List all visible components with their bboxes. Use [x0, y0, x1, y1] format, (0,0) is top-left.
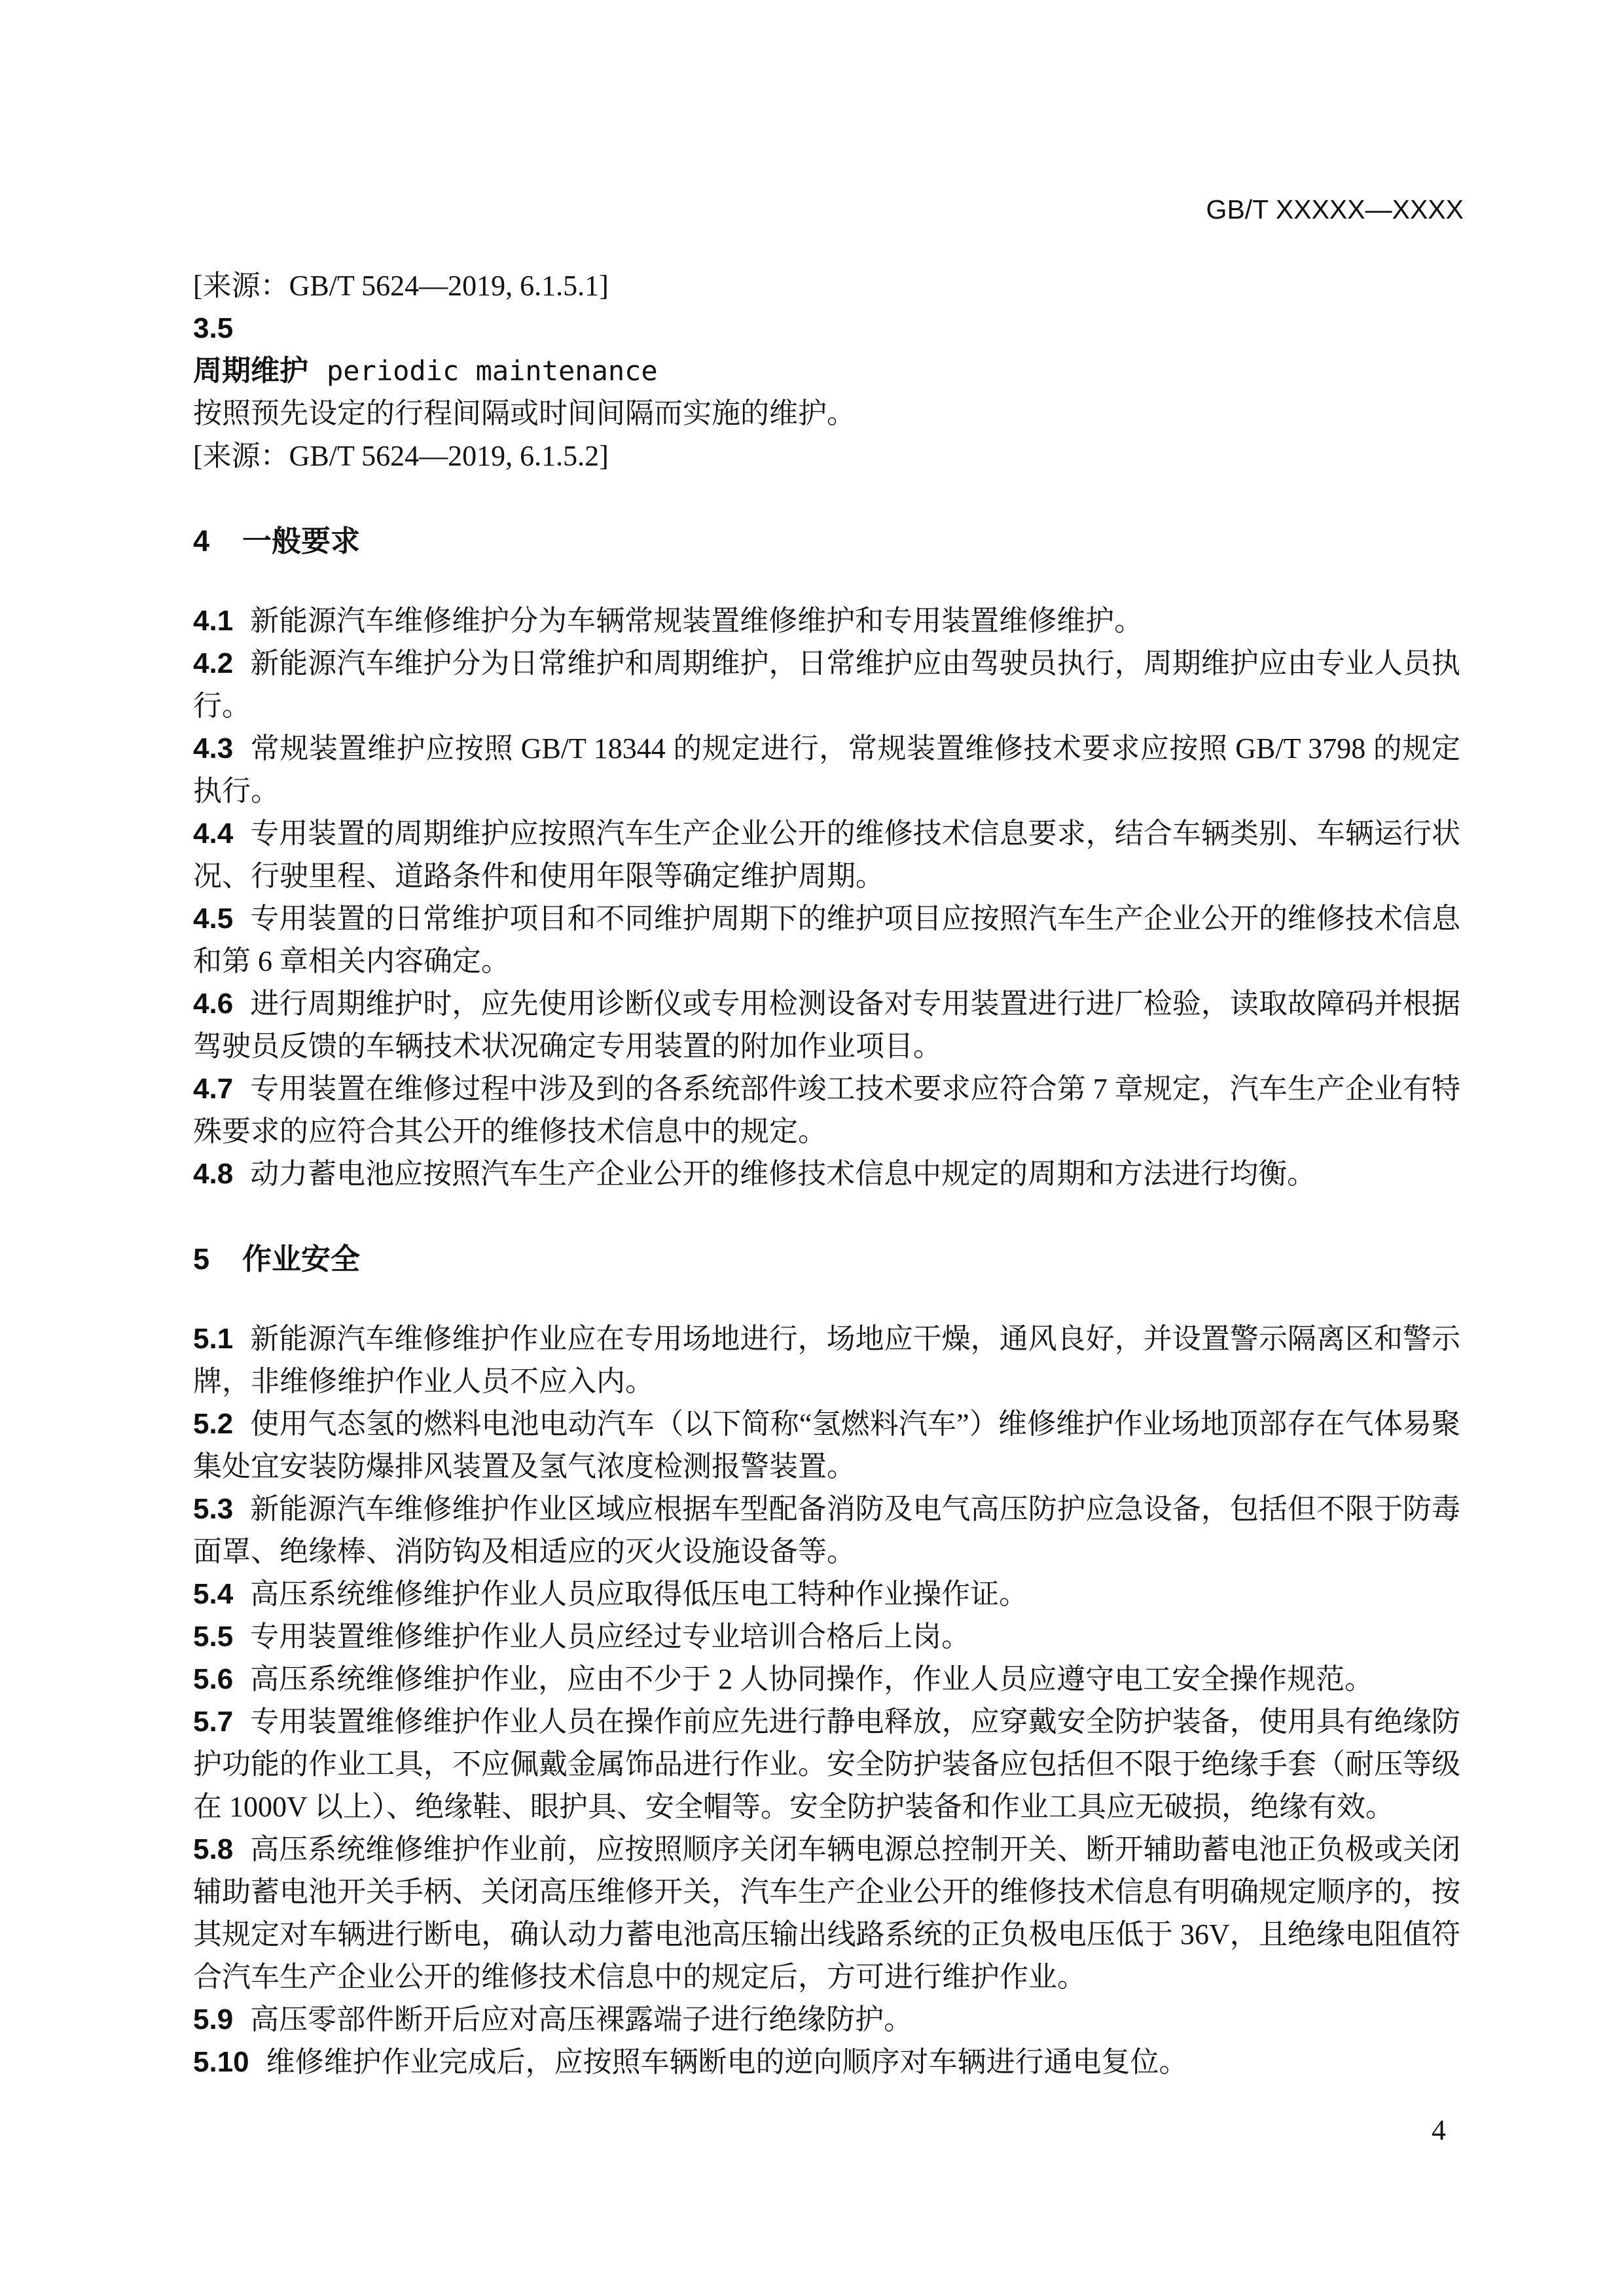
clause-number: 4.6 [193, 988, 234, 1020]
clause-text: 专用装置的周期维护应按照汽车生产企业公开的维修技术信息要求，结合车辆类别、车辆运行状况、行驶里程、道路条件和使用年限等确定维护周期。 [193, 817, 1460, 892]
clause-text: 专用装置维修维护作业人员在操作前应先进行静电释放，应穿戴安全防护装备，使用具有绝缘防护功能的作业工具，不应佩戴金属饰品进行作业。安全防护装备应包括但不限于绝缘手套（耐压等级在 1000V 以上）、绝缘鞋、眼护具、安全帽等。安全防护装备和作业工具应无破损，绝缘有效。 [193, 1706, 1460, 1823]
clause-text: 新能源汽车维修维护作业区域应根据车型配备消防及电气高压防护应急设备，包括但不限于防毒面罩、绝缘棒、消防钩及相适应的灭火设施设备等。 [193, 1493, 1460, 1568]
section-4-clauses [193, 600, 1460, 1195]
clause-number: 5.4 [193, 1578, 234, 1610]
clause-number: 4.3 [193, 732, 234, 764]
clause-text: 高压系统维修维护作业前，应按照顺序关闭车辆电源总控制开关、断开辅助蓄电池正负极或关闭辅助蓄电池开关手柄、关闭高压维修开关，汽车生产企业公开的维修技术信息有明确规定顺序的，按其规定对车辆进行断电，确认动力蓄电池高压输出线路系统的正负极电压低于 36V，且绝缘电阻值符合汽车生产企业公开的维修技术信息中的规定后，方可进行维护作业。 [193, 1833, 1460, 1993]
section-number: 4 [193, 524, 210, 558]
clause-number: 5.5 [193, 1621, 234, 1653]
clause-paragraph [193, 812, 1460, 897]
clause-text: 进行周期维护时，应先使用诊断仪或专用检测设备对专用装置进行进厂检验，读取故障码并根据驾驶员反馈的车辆技术状况确定专用装置的附加作业项目。 [193, 988, 1460, 1062]
clause-number: 4.1 [193, 605, 234, 637]
page-body [193, 264, 1460, 2083]
clause-paragraph [193, 1828, 1460, 1998]
clause-number: 5.6 [193, 1663, 234, 1695]
clause-paragraph [193, 1488, 1460, 1573]
clause-paragraph [193, 1658, 1460, 1700]
clause-number: 5.7 [193, 1706, 234, 1738]
term-chinese: 周期维护 [193, 355, 308, 387]
clause-text: 常规装置维护应按照 GB/T 18344 的规定进行，常规装置维修技术要求应按照 GB/T 3798 的规定执行。 [193, 732, 1460, 807]
clause-paragraph [193, 982, 1460, 1067]
clause-text: 高压系统维修维护作业，应由不少于 2 人协同操作，作业人员应遵守电工安全操作规范。 [250, 1663, 1374, 1695]
clause-text: 新能源汽车维修维护分为车辆常规装置维修维护和专用装置维修维护。 [250, 605, 1144, 637]
clause-text: 专用装置维修维护作业人员应经过专业培训合格后上岗。 [250, 1621, 971, 1653]
clause-number: 5.8 [193, 1833, 234, 1865]
clause-paragraph [193, 2041, 1460, 2083]
clause-number: 5.3 [193, 1493, 234, 1525]
section-title: 作业安全 [242, 1242, 361, 1276]
clause-paragraph [193, 642, 1460, 727]
clause-text: 动力蓄电池应按照汽车生产企业公开的维修技术信息中规定的周期和方法进行均衡。 [250, 1158, 1316, 1190]
clause-number: 5.2 [193, 1408, 234, 1440]
term-definition: 按照预先设定的行程间隔或时间间隔而实施的维护。 [193, 397, 856, 429]
term-number: 3.5 [193, 312, 234, 344]
clause-number: 5.1 [193, 1323, 234, 1355]
term-line [193, 350, 1460, 392]
clause-paragraph [193, 1615, 1460, 1658]
section-4-heading [193, 520, 1460, 562]
clause-text: 高压零部件断开后应对高压裸露端子进行绝缘防护。 [250, 2003, 913, 2036]
clause-paragraph [193, 897, 1460, 982]
clause-number: 4.8 [193, 1158, 234, 1190]
clause-number: 5.9 [193, 2003, 234, 2036]
clause-paragraph [193, 1318, 1460, 1403]
section-5-clauses [193, 1318, 1460, 2083]
clause-paragraph [193, 1573, 1460, 1615]
clause-paragraph [193, 1700, 1460, 1828]
clause-text: 专用装置的日常维护项目和不同维护周期下的维护项目应按照汽车生产企业公开的维修技术信息和第 6 章相关内容确定。 [193, 903, 1460, 977]
clause-number: 4.7 [193, 1073, 234, 1105]
source-note: [来源：GB/T 5624—2019, 6.1.5.1] [193, 270, 609, 302]
page-number: 4 [1432, 2114, 1446, 2146]
section-title: 一般要求 [242, 524, 361, 558]
clause-number: 4.2 [193, 647, 234, 679]
clause-paragraph [193, 600, 1460, 642]
clause-text: 新能源汽车维护分为日常维护和周期维护，日常维护应由驾驶员执行，周期维护应由专业人员执行。 [193, 647, 1460, 722]
source-note: [来源：GB/T 5624—2019, 6.1.5.2] [193, 440, 609, 472]
clause-paragraph [193, 1998, 1460, 2041]
section-5-heading [193, 1238, 1460, 1280]
clause-text: 维修维护作业完成后，应按照车辆断电的逆向顺序对车辆进行通电复位。 [266, 2046, 1188, 2078]
clause-paragraph [193, 727, 1460, 812]
term-english: periodic maintenance [327, 355, 658, 387]
clause-text: 使用气态氢的燃料电池电动汽车（以下简称“氢燃料汽车”）维修维护作业场地顶部存在气体易聚集处宜安装防爆排风装置及氢气浓度检测报警装置。 [193, 1408, 1460, 1482]
clause-text: 高压系统维修维护作业人员应取得低压电工特种作业操作证。 [250, 1578, 1028, 1610]
running-header-standard-number: GB/T XXXXX—XXXX [1206, 194, 1464, 224]
clause-number: 5.10 [193, 2046, 249, 2078]
clause-paragraph [193, 1403, 1460, 1488]
clause-text: 新能源汽车维修维护作业应在专用场地进行，场地应干燥，通风良好，并设置警示隔离区和警示牌，非维修维护作业人员不应入内。 [193, 1323, 1460, 1397]
clause-paragraph [193, 1153, 1460, 1195]
section-number: 5 [193, 1242, 210, 1276]
clause-text: 专用装置在维修过程中涉及到的各系统部件竣工技术要求应符合第 7 章规定，汽车生产企业有特殊要求的应符合其公开的维修技术信息中的规定。 [193, 1073, 1460, 1147]
clause-number: 4.5 [193, 903, 234, 935]
clause-paragraph [193, 1067, 1460, 1153]
clause-number: 4.4 [193, 817, 234, 850]
